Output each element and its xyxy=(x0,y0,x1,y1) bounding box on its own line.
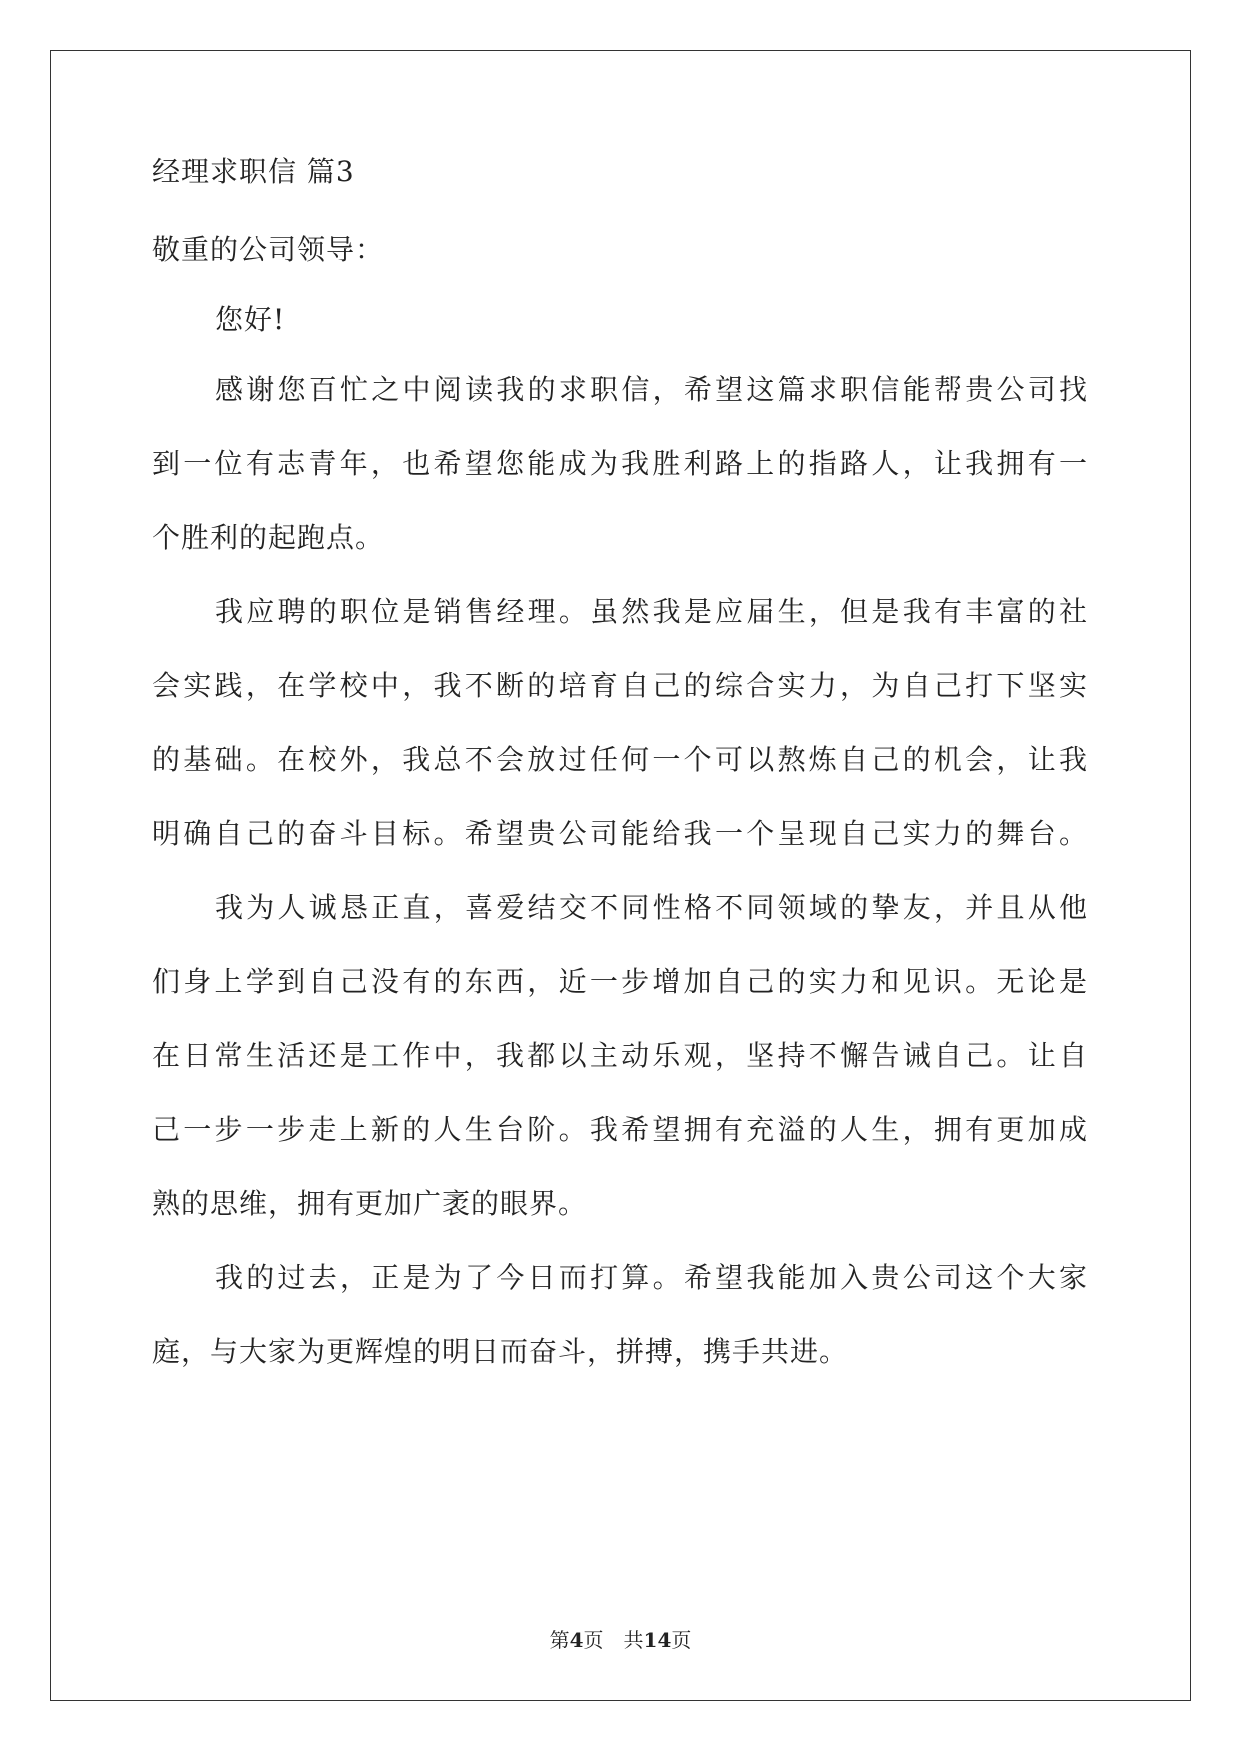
page-current: 4 xyxy=(569,1628,584,1652)
page-prefix: 第 xyxy=(549,1628,570,1652)
greeting: 您好! xyxy=(215,303,286,336)
paragraph-line: 个胜利的起跑点。 xyxy=(152,521,385,554)
page-suffix: 页 xyxy=(671,1628,692,1652)
paragraph-line: 到一位有志青年，也希望您能成为我胜利路上的指路人，让我拥有一 xyxy=(152,447,1087,480)
paragraph-line: 们身上学到自己没有的东西，近一步增加自己的实力和见识。无论是 xyxy=(152,965,1087,998)
paragraph-line: 我应聘的职位是销售经理。虽然我是应届生，但是我有丰富的社 xyxy=(215,595,1087,628)
paragraph-line: 感谢您百忙之中阅读我的求职信，希望这篇求职信能帮贵公司找 xyxy=(215,373,1087,406)
paragraph-line: 己一步一步走上新的人生台阶。我希望拥有充溢的人生，拥有更加成 xyxy=(152,1113,1087,1146)
paragraph-line: 熟的思维，拥有更加广袤的眼界。 xyxy=(152,1187,588,1220)
paragraph-line: 的基础。在校外，我总不会放过任何一个可以熬炼自己的机会，让我 xyxy=(152,743,1087,776)
paragraph-line: 会实践，在学校中，我不断的培育自己的综合实力，为自己打下坚实 xyxy=(152,669,1087,702)
document-heading: 经理求职信 篇3 xyxy=(152,155,355,188)
paragraph-line: 我的过去，正是为了今日而打算。希望我能加入贵公司这个大家 xyxy=(215,1261,1087,1294)
page-total: 14 xyxy=(643,1628,672,1652)
paragraph-line: 我为人诚恳正直，喜爱结交不同性格不同领域的挚友，并且从他 xyxy=(215,891,1087,924)
page-footer xyxy=(0,1628,1241,1652)
salutation: 敬重的公司领导： xyxy=(152,233,385,266)
paragraph-line: 明确自己的奋斗目标。希望贵公司能给我一个呈现自己实力的舞台。 xyxy=(152,817,1087,850)
page-mid: 页 共 xyxy=(583,1628,644,1652)
paragraph-line: 庭，与大家为更辉煌的明日而奋斗，拼搏，携手共进。 xyxy=(152,1335,849,1368)
page-border xyxy=(50,50,1191,1701)
paragraph-line: 在日常生活还是工作中，我都以主动乐观，坚持不懈告诫自己。让自 xyxy=(152,1039,1087,1072)
